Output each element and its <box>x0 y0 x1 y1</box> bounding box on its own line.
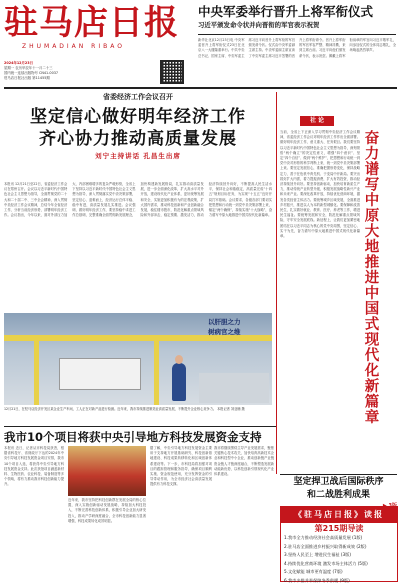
top-story <box>198 4 398 30</box>
reading-guide-banner: 《驻马店日报》读报 <box>281 507 397 523</box>
guide-item[interactable]: 1.我市全力推动经济社会高质量发展 (1版) <box>284 535 363 540</box>
photo-overlay-line: 树病官之维 <box>208 328 241 336</box>
guide-item[interactable]: 6.我市多措并举保障冬季供暖 (9版) <box>284 577 350 583</box>
top-story-headline[interactable]: 中央军委举行晋升上将军衔仪式 <box>198 4 374 19</box>
guide-item[interactable]: 2.驻马店全面推进乡村振兴取得新成效 (2版) <box>284 543 367 549</box>
bottom-story-body-3: 据了解，中央引导地方科技发展资金主要用于支持地方开展基础研究、科技创新基地建设、科技成果转移转化和区域创新体系建设等。下一步，市科技局将加强对项目的跟踪管理和服务指导，确保项目顺利实施、资金规范使用，充分发挥资金的引导带动作用，为全市经济社会高质量发展提供有力科技支撑。 <box>150 446 212 487</box>
bottom-story-body-2: 近年来，我市坚持把科技创新摆在发展全局的核心位置，深入实施创新驱动发展战略，持续加大科技投入，不断完善科技创新体系，积极引导企业加大研发投入，推动产学研深度融合，全市科技创新能力显著增强，科技成果转化成效明显。 <box>68 498 146 523</box>
bottom-headline[interactable]: 我市10个项目将获中央引导地方科技发展资金支持 <box>4 430 262 444</box>
main-photo <box>4 313 272 405</box>
photo-overlay <box>208 317 264 337</box>
guide-item[interactable]: 4.持续优化营商环境 激发市场主体活力 (5版) <box>284 560 368 566</box>
lead-kicker: 省委经济工作会议召开 <box>103 93 173 101</box>
top-story-subhead: 习近平颁发命令状并向晋衔的军官表示祝贺 <box>198 21 320 29</box>
crane-leg <box>34 341 39 405</box>
reading-guide-box <box>280 506 398 582</box>
commentary-headline-2[interactable]: 和二战胜利成果 <box>306 490 370 500</box>
lead-story-body: 本报讯 12月21日至22日，省委经济工作会议在郑州召开。会议以习近平新时代中国特色社会主义思想为指导，全面贯彻党的二十大和二十届二中、三中全会精神，深入贯彻中央经济工作会议精神，总结今年全省经济工作，分析当前经济形势，部署明年经济工作。会议指出，今年以来，面对外部压力加大、内部困难增多的复杂严峻形势，全省上下坚持以习近平新时代中国特色社会主义思想为指导，深入贯彻落实党中央决策部署，坚定信心、迎难而上，经济运行总体平稳、稳中有进，高质量发展扎实推进。会议强调，做好明年经济工作，要坚持稳中求进工作总基调，完整准确全面贯彻新发展理念，加快构建新发展格局，扎实推动高质量发展，进一步全面深化改革，扩大高水平对外开放，建设现代化产业体系，更好统筹发展和安全，实施更加积极有为的宏观政策，扩大国内需求，推动科技创新和产业创新融合发展，稳住楼市股市，防范化解重点领域风险和外部冲击，稳定预期、激发活力，推动经济持续回升向好，不断提高人民生活水平，保持社会和谐稳定，高质量完成“十四五”规划目标任务，为实现“十五五”良好开局打牢基础。会议要求，各级各部门要切实把思想和行动统一到党中央决策部署上来，锚定“两个确保”，持续实施“十大战略”，奋力谱写中原大地推进中国式现代化新篇章。 <box>4 182 272 218</box>
photo-overlay-line: 以肝胆之力 <box>208 318 241 326</box>
editorial-body: 当前，全省上下正深入学习贯彻中央经济工作会议精神，省委经济工作会议对明年经济工作作出全面部署。做好明年经济工作，意义重大、任务艰巨。我们要坚持以习近平新时代中国特色社会主义思想为指导，深刻领悟“两个确立”的决定性意义，增强“四个意识”、坚定“四个自信”、做到“两个维护”，把思想和行动统一到党中央对形势的科学判断上来，统一到党中央决策部署上来。要坚定发展信心，准确把握形势变化，保持战略定力，善于在危机中育先机、于变局中开新局。要突出抓好扩大内需，着力提振消费，扩大有效投资，推动经济持续回升向好。要坚持创新驱动，加快培育新质生产力，推动传统产业转型升级，积极发展战略性新兴产业和未来产业。要深化改革开放，持续优化营商环境，激发各类经营主体活力。要统筹城乡区域发展，全面推进乡村振兴，推进以人为本的新型城镇化。要保障和改善民生，扎实做好就业、教育、医疗、养老等工作，增进民生福祉。要统筹发展和安全，防范化解重点领域风险，守牢安全发展底线。新征程上，让我们更加紧密地团结在以习近平同志为核心的党中央周围，坚定信心、实干为先，奋力谱写中原大地推进中国式现代化新篇章。 <box>280 130 360 239</box>
divider <box>280 474 397 475</box>
issue-line: 国内统一连续出版物号 CN41-0037 <box>4 71 59 75</box>
editorial-headline-box <box>362 130 396 460</box>
masthead-pinyin: ZHUMADIAN RIBAO <box>22 43 125 50</box>
issue-date: 2024年12月23日 <box>4 61 34 65</box>
worker-figure <box>172 363 186 401</box>
lead-headline-2[interactable]: 齐心协力推动高质量发展 <box>39 129 237 149</box>
masthead-title: 驻马店日报 <box>4 3 179 43</box>
editorial-headline[interactable]: 奋力谱写中原大地推进中国式现代化新篇章 <box>362 130 379 425</box>
machine-body <box>59 358 141 390</box>
reading-guide-issue: 第215期导读 <box>314 524 364 533</box>
divider <box>4 426 276 427</box>
qr-code <box>160 60 184 84</box>
issue-line: 星期一 农历甲辰年十一月二十三 <box>4 66 53 70</box>
lead-story <box>4 92 272 160</box>
caption-text: 12月21日，在驻马店经济开发区某企业生产车间，工人正在对新产品进行检测。近年来，我市持续推进制造业高质量发展，不断提升企业核心竞争力。 <box>4 407 217 411</box>
divider <box>4 87 397 89</box>
photo-caption <box>4 407 272 422</box>
column-rule <box>276 92 277 474</box>
commentary <box>280 476 397 509</box>
bottom-story-body: 本报讯 近日，记者从市科技局获悉，根据省科技厅、省财政厅下达的2024年中央引导地方科技发展资金项目安排，我市10个项目入选，将获得中央引导地方科技发展资金支持。此次获批项目涵盖新材料、生物医药、农业科技、装备制造等多个领域，将有力推动我市科技创新能力提升。 <box>4 446 64 487</box>
issue-line: 驻马店日报社出版 第11455期 <box>4 76 50 80</box>
crane-leg <box>154 341 159 405</box>
lead-byline: 刘宁主持讲话 孔昌生出席 <box>95 152 181 160</box>
guide-item[interactable]: 5.文化赋能 城市更有温度 (7版) <box>284 569 343 575</box>
lead-headline-1[interactable]: 坚定信心做好明年经济工作 <box>30 107 246 127</box>
guide-item[interactable]: 3.坚持人民至上 增进民生福祉 (3版) <box>284 552 352 558</box>
editorial-tag: 社 论 <box>300 116 334 126</box>
bottom-photo <box>68 446 146 496</box>
masthead <box>4 3 194 57</box>
top-story-body: 新华社北京12月23日电 中央军委晋升上将军衔仪式23日在北京八一大楼隆重举行。中共中央总书记、国家主席、中央军委主席习近平向晋升上将军衔的军官颁发命令状。仪式由中央军委副主席主持。中央军委副主席宣读了中央军委主席习近平签署的晋升上将军衔命令。晋升上将军衔的军官军容严整、精神抖擞，来到主席台前。习近平向他们颁发命令状，表示祝贺。佩戴上将军衔肩章的军官向习近平敬军礼，向参加仪式的全体同志敬礼，全场响起热烈掌声。 <box>198 38 396 58</box>
commentary-headline-1[interactable]: 坚定捍卫战后国际秩序 <box>293 477 384 487</box>
equipment <box>199 373 269 403</box>
bottom-story-body-4: 我市将继续围绕主导产业发展需求，聚焦关键核心技术攻关，加快培育高新技术企业和科技型中小企业，推动创新链产业链资金链人才链深度融合，不断塑造发展新动能新优势，以科技创新引领现代化产业体系建设。 <box>214 446 274 477</box>
divider <box>198 34 396 35</box>
worker-head <box>175 355 183 364</box>
caption-credit: 本报记者 刘亚楠 摄 <box>217 407 245 411</box>
